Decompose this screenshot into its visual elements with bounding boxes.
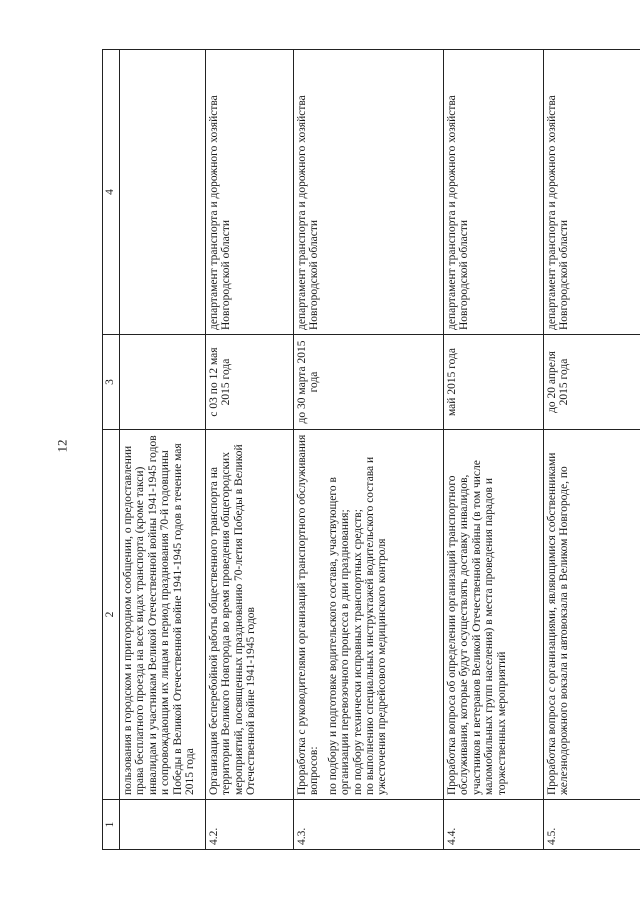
- row-responsible: департамент транспорта и дорожного хозяйства Новгородской области: [444, 50, 544, 335]
- row-text-paragraph: по выполнению специальных инструктажей водительского состава и ужесточения предрейсового медицинского контроля: [364, 456, 389, 795]
- row-deadline: [120, 335, 206, 430]
- table-rotation-frame: [102, 50, 640, 850]
- header-col-3: 3: [103, 335, 120, 430]
- row-deadline: с 03 по 12 мая 2015 года: [206, 335, 294, 430]
- row-responsible: департамент транспорта и дорожного хозяйства Новгородской области: [206, 50, 294, 335]
- row-text: [444, 430, 544, 800]
- table-row: [444, 50, 544, 850]
- row-text-paragraph: Проработка с руководителями организаций транспортного обслуживания вопросов:: [296, 434, 321, 795]
- row-text-paragraph: Проработка вопроса об определении организаций транспортного обслуживания, которые будут осуществлять доставку инвалидов, участников и ветеранов Великой Отечественной войны (в том числе маломобильных групп населения) в места проведения парадов и торжественных мероприятий: [446, 460, 508, 795]
- row-number: 4.2.: [206, 800, 294, 850]
- table-row: [120, 50, 206, 850]
- row-text: [294, 430, 444, 800]
- row-text: [120, 430, 206, 800]
- row-text-paragraph: Проработка вопроса с организациями, являющимися собственниками железнодорожного вокзала и автовокзала в Великом Новгороде, по: [546, 452, 571, 795]
- row-deadline: май 2015 года: [444, 335, 544, 430]
- row-number: 4.3.: [294, 800, 444, 850]
- row-text-paragraph: Организация бесперебойной работы общественного транспорта на территории Великого Новгорода во время проведения общегородских мероприятий, посвященных празднованию 70-летия Победы в Великой Отечественной войне 1941-1945 годов: [208, 444, 258, 795]
- row-text-paragraph: по подбору и подготовке водительского состава, участвующего в организации перевозочного процесса в дни празднования;: [326, 477, 352, 795]
- row-text: [206, 430, 294, 800]
- row-deadline: до 20 апреля 2015 года: [544, 335, 640, 430]
- header-row: [103, 50, 120, 850]
- row-text: [544, 430, 640, 800]
- header-col-4: 4: [103, 50, 120, 335]
- row-responsible: департамент транспорта и дорожного хозяйства Новгородской области: [294, 50, 444, 335]
- row-number: [120, 800, 206, 850]
- row-number: 4.4.: [444, 800, 544, 850]
- row-text-paragraph: по подбору технически исправных транспортных средств;: [351, 509, 364, 795]
- row-deadline: до 30 марта 2015 года: [294, 335, 444, 430]
- row-text-paragraph: пользования в городском и пригородном сообщении, о предоставлении права бесплатного проезда на всех видах транспорта (кроме такси) инвалидам и участникам Великой Отечественной войны 1941-1945 годов и сопровождающим их лицам в период празднования 70-й годовщины Победы в Великой Отечественной войне 1941-1945 годов в течение мая 2015 года: [122, 435, 197, 795]
- row-number: 4.5.: [544, 800, 640, 850]
- table-container: [102, 50, 640, 850]
- table-row: [544, 50, 640, 850]
- header-col-1: 1: [103, 800, 120, 850]
- plan-table: [102, 49, 640, 850]
- header-col-2: 2: [103, 430, 120, 800]
- row-responsible: департамент транспорта и дорожного хозяйства Новгородской области: [544, 50, 640, 335]
- table-row: [206, 50, 294, 850]
- row-responsible: [120, 50, 206, 335]
- page-number: 12: [54, 439, 70, 453]
- table-row: [294, 50, 444, 850]
